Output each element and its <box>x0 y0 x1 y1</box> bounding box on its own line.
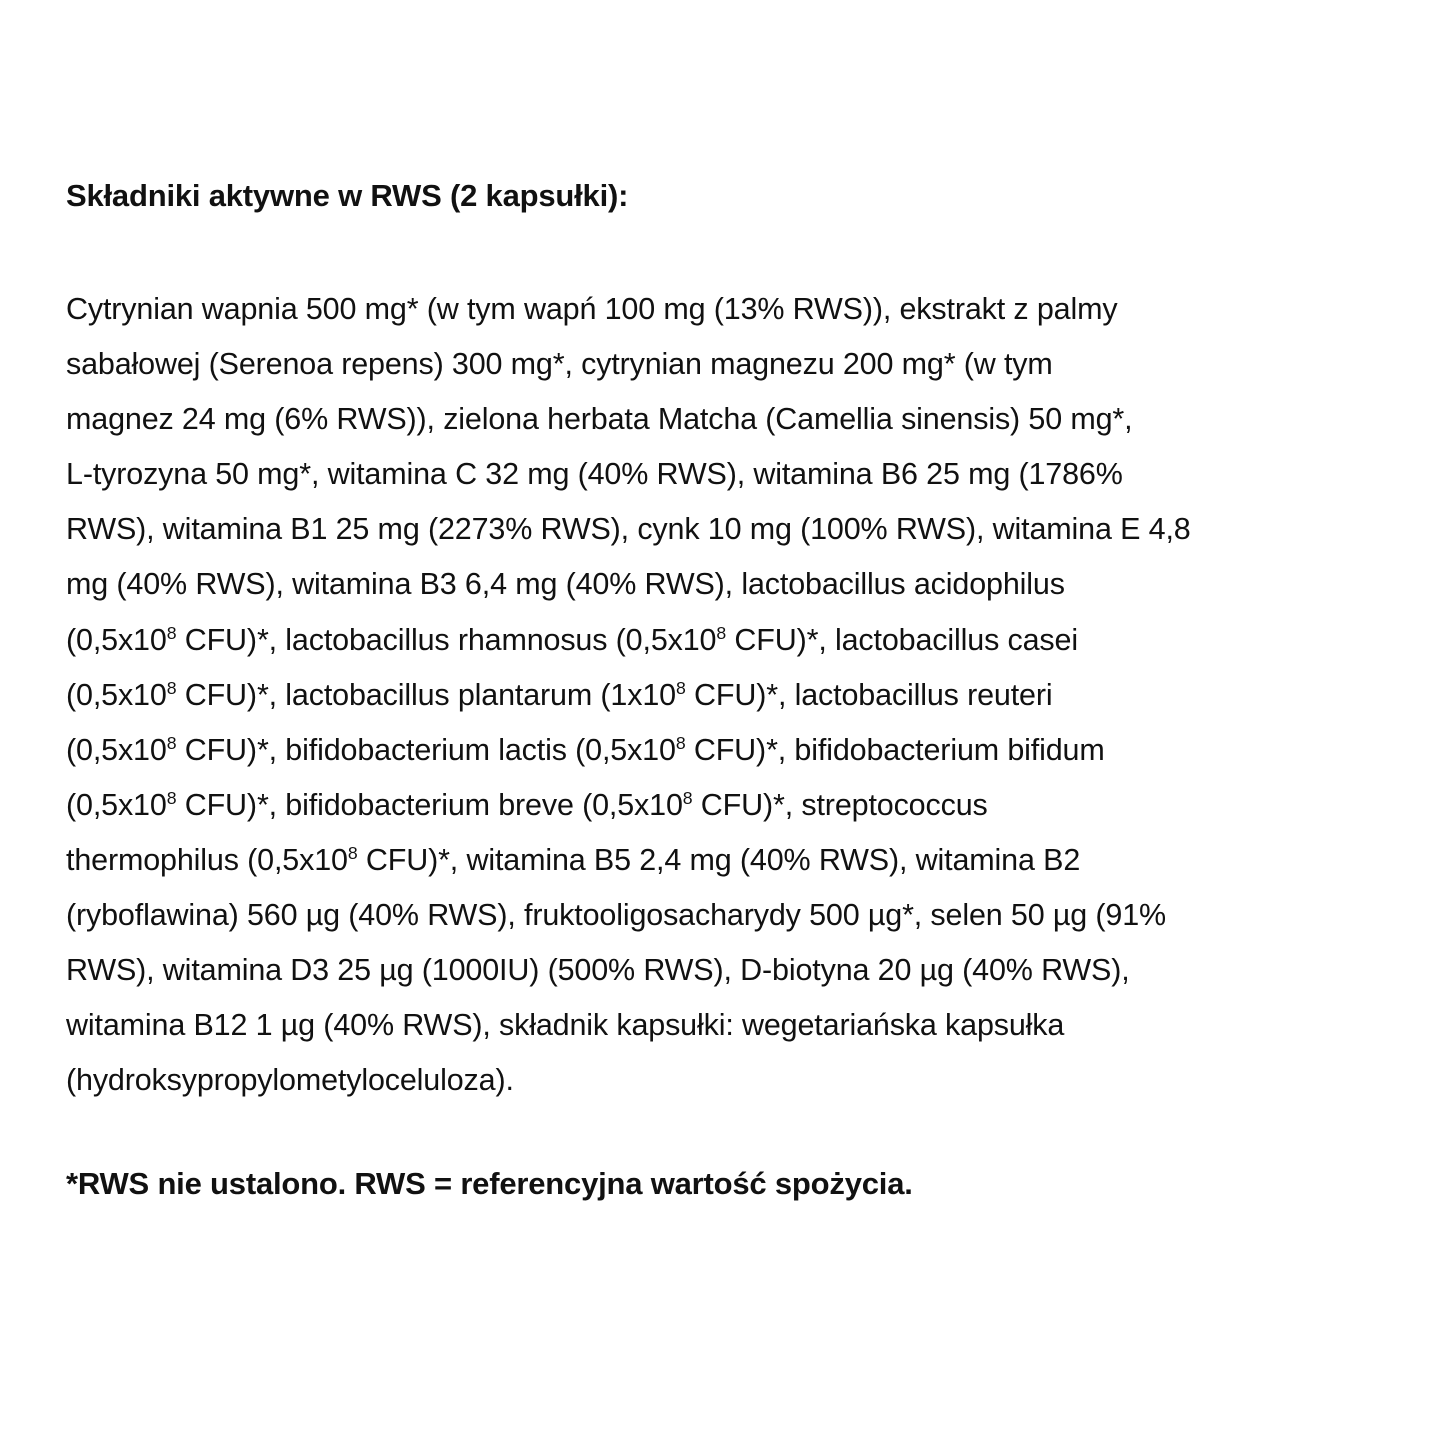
ingredient-line-2 <box>66 337 1396 392</box>
ingredient-line-5 <box>66 502 1396 557</box>
ingredient-text: mg (40% RWS), witamina B3 6,4 mg (40% RWS), lactobacillus acidophilus <box>66 567 1065 602</box>
ingredient-text: CFU)*, lactobacillus plantarum (1x10 <box>176 677 676 712</box>
exponent: 8 <box>716 622 727 643</box>
exponent: 8 <box>675 732 686 753</box>
ingredient-text: (0,5x10 <box>66 787 167 822</box>
ingredients-list <box>66 282 1396 1108</box>
ingredient-line-12 <box>66 888 1396 943</box>
product-info-panel <box>66 174 1396 1201</box>
exponent: 8 <box>682 787 693 808</box>
exponent: 8 <box>347 842 358 863</box>
ingredient-line-8 <box>66 668 1396 723</box>
ingredient-line-13 <box>66 943 1396 998</box>
ingredient-text: witamina B12 1 µg (40% RWS), składnik kapsułki: wegetariańska kapsułka <box>66 1008 1065 1043</box>
ingredient-text: thermophilus (0,5x10 <box>66 842 348 877</box>
ingredient-text: (hydroksypropylometyloceluloza). <box>66 1063 514 1098</box>
ingredient-text: CFU)*, bifidobacterium lactis (0,5x10 <box>176 732 676 767</box>
ingredient-line-9 <box>66 723 1396 778</box>
ingredient-text: CFU)*, witamina B5 2,4 mg (40% RWS), witamina B2 <box>357 842 1081 877</box>
ingredient-text: CFU)*, streptococcus <box>692 787 988 822</box>
ingredient-text: RWS), witamina D3 25 µg (1000IU) (500% RWS), D-biotyna 20 µg (40% RWS), <box>66 953 1130 988</box>
exponent: 8 <box>675 677 686 698</box>
ingredient-line-6 <box>66 557 1396 612</box>
ingredient-text: L-tyrozyna 50 mg*, witamina C 32 mg (40% RWS), witamina B6 25 mg (1786% <box>66 457 1123 492</box>
exponent: 8 <box>166 677 177 698</box>
ingredients-heading: Składniki aktywne w RWS (2 kapsułki): <box>66 178 629 213</box>
ingredient-text: (ryboflawina) 560 µg (40% RWS), fruktooligosacharydy 500 µg*, selen 50 µg (91% <box>66 898 1167 933</box>
ingredient-line-10 <box>66 778 1396 833</box>
ingredient-line-14 <box>66 998 1396 1053</box>
ingredient-line-7 <box>66 613 1396 668</box>
ingredient-text: sabałowej (Serenoa repens) 300 mg*, cytrynian magnezu 200 mg* (w tym <box>66 347 1053 382</box>
ingredient-line-15 <box>66 1053 1396 1108</box>
exponent: 8 <box>166 622 177 643</box>
ingredient-text: (0,5x10 <box>66 622 167 657</box>
ingredient-text: CFU)*, bifidobacterium breve (0,5x10 <box>176 787 683 822</box>
ingredient-line-3 <box>66 392 1396 447</box>
ingredient-text: RWS), witamina B1 25 mg (2273% RWS), cynk 10 mg (100% RWS), witamina E 4,8 <box>66 512 1191 547</box>
exponent: 8 <box>166 732 177 753</box>
ingredient-text: Cytrynian wapnia 500 mg* (w tym wapń 100 mg (13% RWS)), ekstrakt z palmy <box>66 292 1118 326</box>
ingredient-text: CFU)*, lactobacillus reuteri <box>685 677 1053 712</box>
exponent: 8 <box>166 787 177 808</box>
ingredient-line-1 <box>66 282 1396 337</box>
ingredient-text: CFU)*, bifidobacterium bifidum <box>685 732 1105 767</box>
ingredient-line-11 <box>66 833 1396 888</box>
ingredient-line-4 <box>66 447 1396 502</box>
ingredient-text: (0,5x10 <box>66 677 167 712</box>
ingredient-text: (0,5x10 <box>66 732 167 767</box>
ingredient-text: magnez 24 mg (6% RWS)), zielona herbata Matcha (Camellia sinensis) 50 mg*, <box>66 402 1133 437</box>
rws-footnote: *RWS nie ustalono. RWS = referencyjna wartość spożycia. <box>66 1166 913 1201</box>
ingredient-text: CFU)*, lactobacillus rhamnosus (0,5x10 <box>176 622 717 657</box>
ingredient-text: CFU)*, lactobacillus casei <box>726 622 1078 657</box>
